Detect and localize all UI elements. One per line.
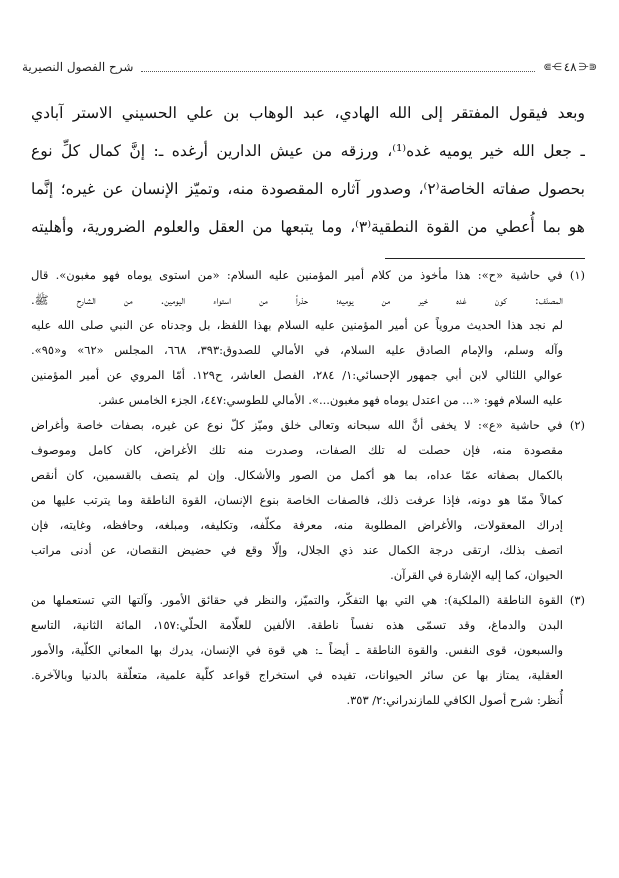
- running-title: شرح الفصول النصيرية: [22, 60, 134, 74]
- footnotes: [31, 263, 585, 713]
- footnote-line: مقصودة منه، فإن حصلت له تلك الصفات، وصدرت منه تلك الأغراض، كان كامل وموصوف: [31, 443, 563, 457]
- footnote-1: [31, 263, 585, 413]
- footnote-3: [31, 588, 585, 713]
- footnote-line: عوالي اللئالي لابن أبي جمهور الإحسائي:١/ ٢٨٤، الفصل العاشر، ح١٢٩. أمّا المروي عن أمير المؤمنين: [31, 368, 563, 382]
- footnote-line: العقلية، يمتاز بها عن سائر الحيوانات، تفيده في استخراج قواعد كلّية علمية، متعلّقة بالدنيا وبالآخرة.: [31, 668, 563, 682]
- footnote-line: لم نجد هذا الحديث مروياً عن أمير المؤمنين عليه السلام بهذا اللفظ، بل وجدناه عن النبي صلى الله عليه: [31, 318, 563, 332]
- footnote-line: والسبعون، قوى النفس. والقوة الناطقة ـ أيضاً ـ: هي قوة في الإنسان، يدرك بها المعاني الكلّية، والأمور: [31, 643, 563, 657]
- footnote-line: البدن والدماغ، وقد تسمّى هذه نفساً ناطقة. الألفين للعلّامة الحلّي:١٥٧، المائة الثانية، التاسع: [31, 618, 563, 632]
- footnote-line: أُنظر: شرح أصول الكافي للمازندراني:٢/ ٣٥٣.: [346, 693, 563, 707]
- footnote-line: كمالاً ممّا هو دونه، فإذا عرفت ذلك، فالصفات الخاصة بنوع الإنسان، القوة الناطقة وما يترتب عليها من: [31, 493, 563, 507]
- footnote-line: (٣) القوة الناطقة (الملكية): هي التي بها التفكّر، والتميّز، والنظر في حقائق الأمور. وآلتها التي تستعملها من: [31, 593, 585, 607]
- main-line: هو بما أُعطي من القوة النطقية⁽٣⁾، وما يتبعها من العقل والعلوم الضرورية، وأهليته: [31, 218, 585, 236]
- footnote-line: عليه السلام فهو: «... من اعتدل يوماه فهو مغبون...». الأمالي للطوسي:٤٤٧، الجزء الخامس عشر.: [98, 393, 563, 407]
- running-header: [22, 56, 597, 78]
- page-number: ٤٨: [563, 60, 577, 74]
- footnote-line: إدراك المعقولات، والأغراض المطلوبة منه، معرفة مكلّفه، وتكليفه، ومبلغه، وحافظه، وغايته، فإن: [31, 518, 563, 532]
- footnote-line: المصنّف: كون غده خير من يوميه؛ حذراً من استواء اليومين. من الشارح ﷺ.: [31, 293, 563, 307]
- footnote-line: الحيوان، كما إليه الإشارة في القرآن.: [390, 568, 563, 582]
- footnote-line: (٢) في حاشية «ع»: لا يخفى أنَّ الله سبحانه وتعالى خلق وميّز كلّ نوع عن غيره، بصفات خاصة وأغراض: [31, 418, 585, 432]
- footnote-2: [31, 413, 585, 588]
- main-line: وبعد فيقول المفتقر إلى الله الهادي، عبد الوهاب بن علي الحسيني الاستر آبادي: [31, 104, 585, 122]
- main-line: ـ جعل الله خير يوميه غده⁽¹⁾، ورزقه من عيش الدارين أرغده ـ: إنَّ كمال كلِّ نوع: [31, 142, 585, 160]
- main-text: [31, 94, 585, 246]
- page-number-box: [543, 60, 597, 74]
- footnote-line: (١) في حاشية «ح»: هذا مأخوذ من كلام أمير المؤمنين عليه السلام: «من استوى يوماه فهو مغبون». قال: [31, 268, 585, 282]
- ornament-right: ⋐⋲: [578, 61, 597, 73]
- footnote-line: اتصف بذلك، ارتقى درجة الكمال عند ذي الجلال، وإلّا وقع في حضيض النقصان، عن أدنى مراتب: [31, 543, 563, 557]
- header-dotted-leader: [141, 63, 535, 72]
- ornament-left: ⋺⋑: [543, 61, 562, 73]
- footnote-line: بالكمال بصفاته عمّا عداه، بما هو أكمل من الصور والأشكال. وإن لم يتصف بالقسمين، كان أنقص: [31, 468, 563, 482]
- main-line: بحصول صفاته الخاصة⁽٢⁾، وصدور آثاره المقصودة منه، وتميّز الإنسان عن غيره؛ إنَّما: [31, 180, 585, 198]
- footnote-separator: [385, 258, 585, 259]
- footnote-line: وآله وسلم، والإمام الصادق عليه السلام، في الأمالي للصدوق:٣٩٣، ٦٦٨، المجلس «٦٢» و«٩٥».: [31, 343, 563, 357]
